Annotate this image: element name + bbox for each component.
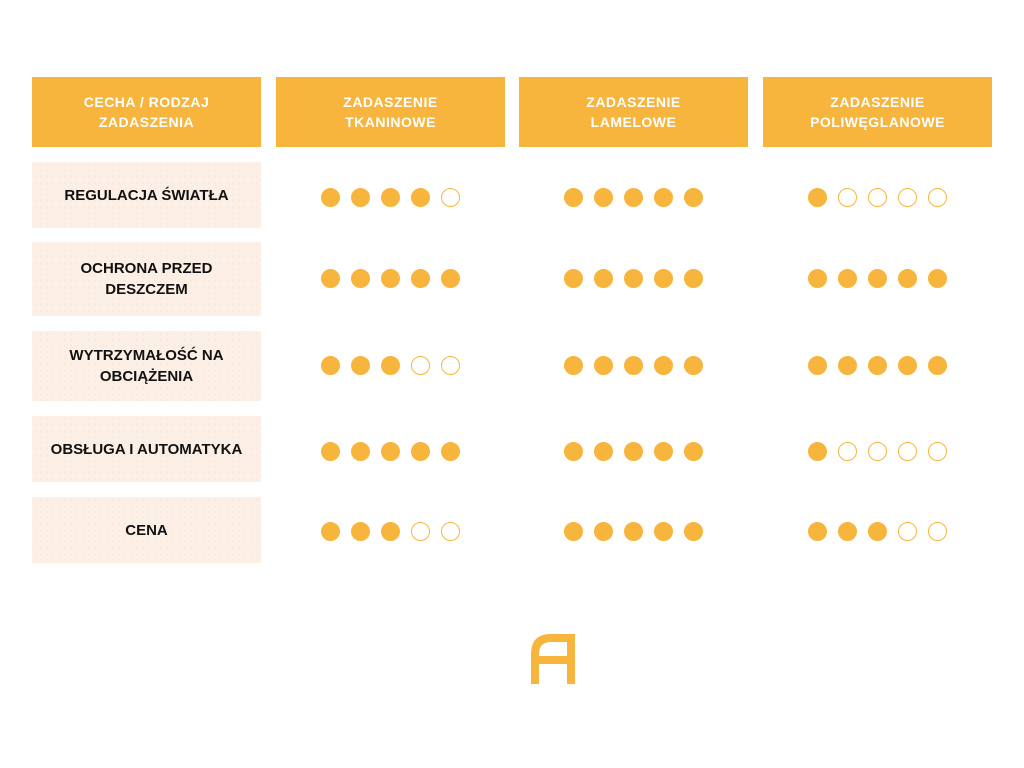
rating-dot-filled <box>928 269 947 288</box>
rating-dot-empty <box>898 522 917 541</box>
rating-louvered-row-3 <box>519 355 748 375</box>
rating-dot-filled <box>684 522 703 541</box>
rating-dot-filled <box>624 522 643 541</box>
row-label-light-control: REGULACJA ŚWIATŁA <box>32 162 261 228</box>
header-fabric-awning: ZADASZENIE TKANINOWE <box>276 77 505 147</box>
rating-dot-filled <box>684 442 703 461</box>
rating-dot-empty <box>898 188 917 207</box>
rating-dot-empty <box>411 356 430 375</box>
rating-dot-filled <box>928 356 947 375</box>
rating-dot-filled <box>381 522 400 541</box>
rating-dot-filled <box>654 522 673 541</box>
rating-dot-filled <box>808 188 827 207</box>
rating-fabric-row-5 <box>276 521 505 541</box>
header-feature: CECHA / RODZAJ ZADASZENIA <box>32 77 261 147</box>
rating-dot-filled <box>684 188 703 207</box>
rating-dot-filled <box>381 188 400 207</box>
rating-dot-filled <box>321 188 340 207</box>
rating-dot-filled <box>868 269 887 288</box>
rating-dot-empty <box>898 442 917 461</box>
rating-dot-filled <box>868 356 887 375</box>
rating-dot-filled <box>808 522 827 541</box>
rating-dot-filled <box>654 356 673 375</box>
rating-polycarbonate-row-1 <box>763 187 992 207</box>
rating-dot-filled <box>594 522 613 541</box>
rating-fabric-row-3 <box>276 355 505 375</box>
rating-dot-empty <box>928 522 947 541</box>
rating-dot-empty <box>928 188 947 207</box>
rating-fabric-row-4 <box>276 441 505 461</box>
row-label-rain-protection: OCHRONA PRZED DESZCZEM <box>32 242 261 316</box>
rating-dot-filled <box>808 269 827 288</box>
header-polycarbonate-awning: ZADASZENIE POLIWĘGLANOWE <box>763 77 992 147</box>
rating-dot-empty <box>868 442 887 461</box>
rating-dot-filled <box>321 442 340 461</box>
row-label-operation-automation: OBSŁUGA I AUTOMATYKA <box>32 416 261 482</box>
rating-polycarbonate-row-4 <box>763 441 992 461</box>
rating-dot-filled <box>321 522 340 541</box>
rating-dot-filled <box>381 356 400 375</box>
rating-dot-filled <box>654 188 673 207</box>
rating-louvered-row-2 <box>519 268 748 288</box>
rating-polycarbonate-row-5 <box>763 521 992 541</box>
rating-dot-filled <box>594 356 613 375</box>
rating-dot-filled <box>321 269 340 288</box>
rating-dot-filled <box>564 442 583 461</box>
rating-dot-filled <box>351 188 370 207</box>
rating-dot-filled <box>624 356 643 375</box>
rating-louvered-row-4 <box>519 441 748 461</box>
rating-louvered-row-5 <box>519 521 748 541</box>
rating-dot-filled <box>624 188 643 207</box>
row-label-price: CENA <box>32 497 261 563</box>
rating-dot-empty <box>868 188 887 207</box>
rating-dot-filled <box>321 356 340 375</box>
rating-dot-empty <box>838 188 857 207</box>
rating-dot-filled <box>351 442 370 461</box>
rating-dot-filled <box>411 269 430 288</box>
rating-dot-filled <box>594 442 613 461</box>
rating-dot-filled <box>838 269 857 288</box>
rating-dot-filled <box>564 522 583 541</box>
rating-dot-filled <box>381 442 400 461</box>
rating-dot-filled <box>351 356 370 375</box>
rating-louvered-row-1 <box>519 187 748 207</box>
rating-fabric-row-2 <box>276 268 505 288</box>
rating-dot-filled <box>351 522 370 541</box>
rating-dot-empty <box>411 522 430 541</box>
rating-dot-filled <box>838 356 857 375</box>
rating-dot-filled <box>564 356 583 375</box>
rating-dot-filled <box>441 269 460 288</box>
rating-dot-filled <box>441 442 460 461</box>
rating-dot-filled <box>624 442 643 461</box>
header-louvered-awning: ZADASZENIE LAMELOWE <box>519 77 748 147</box>
rating-dot-filled <box>684 269 703 288</box>
rating-dot-empty <box>441 188 460 207</box>
rating-dot-filled <box>594 269 613 288</box>
rating-dot-filled <box>624 269 643 288</box>
rating-dot-filled <box>868 522 887 541</box>
rating-dot-filled <box>898 269 917 288</box>
rating-dot-empty <box>928 442 947 461</box>
rating-dot-filled <box>838 522 857 541</box>
rating-dot-filled <box>898 356 917 375</box>
rating-dot-filled <box>351 269 370 288</box>
rating-dot-filled <box>594 188 613 207</box>
rating-dot-filled <box>654 442 673 461</box>
rating-dot-filled <box>381 269 400 288</box>
rating-dot-empty <box>441 522 460 541</box>
row-label-load-resistance: WYTRZYMAŁOŚĆ NA OBCIĄŻENIA <box>32 331 261 401</box>
rating-polycarbonate-row-2 <box>763 268 992 288</box>
rating-dot-filled <box>411 442 430 461</box>
rating-dot-filled <box>564 269 583 288</box>
rating-dot-filled <box>411 188 430 207</box>
rating-dot-filled <box>684 356 703 375</box>
rating-dot-empty <box>838 442 857 461</box>
rating-dot-filled <box>564 188 583 207</box>
rating-fabric-row-1 <box>276 187 505 207</box>
rating-dot-filled <box>808 442 827 461</box>
brand-logo-icon <box>531 634 575 684</box>
rating-dot-empty <box>441 356 460 375</box>
rating-dot-filled <box>654 269 673 288</box>
rating-dot-filled <box>808 356 827 375</box>
rating-polycarbonate-row-3 <box>763 355 992 375</box>
